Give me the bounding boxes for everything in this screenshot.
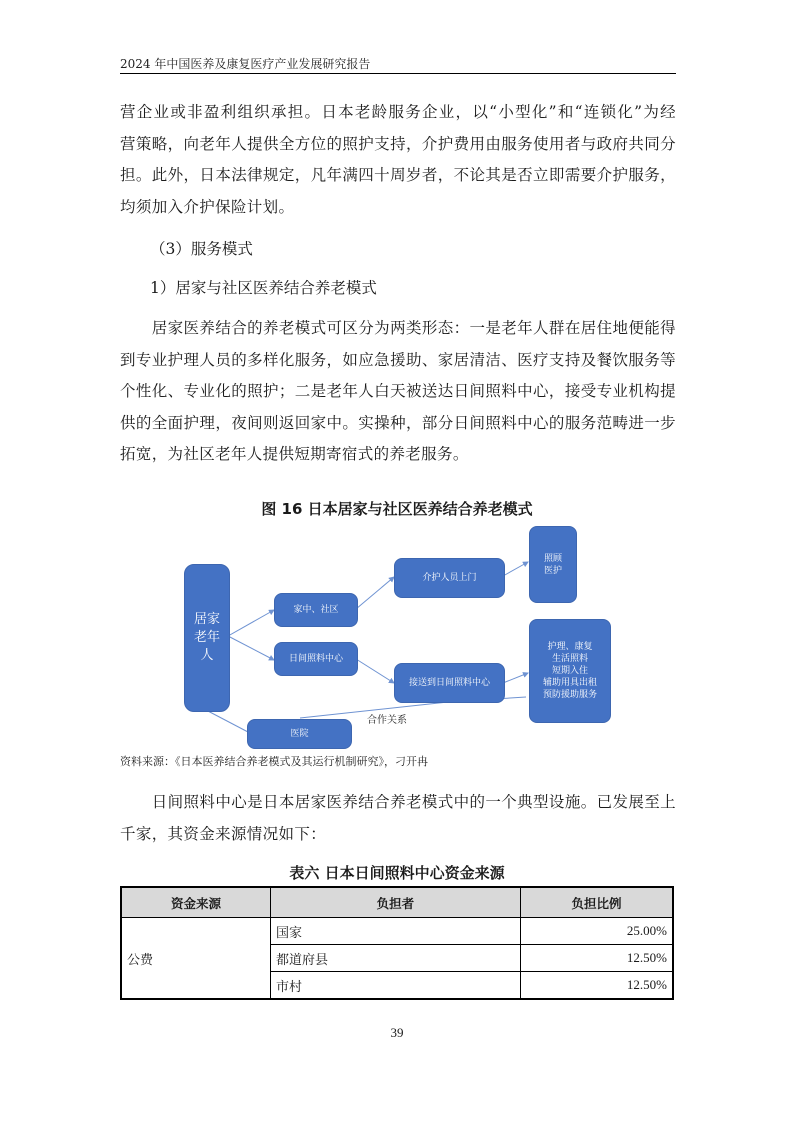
- text-line: 担。此外，日本法律规定，凡年满四十周岁者，不论其是否立即需要介护服务，: [120, 166, 676, 184]
- cell-ratio: 12.50%: [520, 945, 673, 972]
- cell-ratio: 12.50%: [520, 972, 673, 1000]
- table-title: 表六 日本日间照料中心资金来源: [289, 864, 505, 882]
- cell-payer: 都道府县: [270, 945, 520, 972]
- cell-payer: 国家: [270, 918, 520, 945]
- text-line: 个性化、专业化的照护；二是老年人白天被送达日间照料中心，接受专业机构提: [120, 382, 676, 400]
- paragraph-day-care-intro: [120, 787, 676, 850]
- edge-label-cooperation: 合作关系: [367, 715, 407, 726]
- paragraph-home-care-forms: [120, 313, 676, 471]
- cell-payer: 市村: [270, 972, 520, 1000]
- cell-ratio: 25.00%: [520, 918, 673, 945]
- text-line: 营企业或非盈利组织承担。日本老龄服务企业，以“小型化”和“连锁化”为经: [120, 103, 676, 121]
- node-day-care-center: 日间照料中心: [274, 642, 358, 676]
- text-line: 拓宽，为社区老年人提供短期寄宿式的养老服务。: [120, 445, 469, 463]
- text-line: 居家医养结合的养老模式可区分为两类形态：一是老年人群在居住地便能得: [120, 319, 676, 337]
- subsection-heading-home-community: 1）居家与社区医养结合养老模式: [150, 279, 377, 297]
- node-home-community: 家中、社区: [274, 593, 358, 627]
- figure-title: 图 16 日本居家与社区医养结合养老模式: [261, 500, 533, 518]
- column-header-payer: 负担者: [270, 887, 520, 918]
- text-line: 均须加入介护保险计划。: [120, 197, 295, 216]
- node-home-elderly: 居家 老年 人: [184, 564, 230, 712]
- text-line: 营策略，向老年人提供全方位的照护支持，介护费用由服务使用者与政府共同分: [120, 134, 676, 153]
- paragraph-japan-care-enterprises: [120, 97, 676, 223]
- page-number: 39: [390, 1025, 404, 1040]
- funding-source-table: [120, 886, 674, 1000]
- section-heading-service-model: （3）服务模式: [150, 240, 253, 258]
- text-line: 日间照料中心是日本居家医养结合养老模式中的一个典型设施。已发展至上: [120, 793, 676, 811]
- column-header-funding-source: 资金来源: [121, 887, 270, 918]
- node-transport-to-day-care: 接送到日间照料中心: [394, 663, 505, 703]
- text-line: 到专业护理人员的多样化服务，如应急援助、家居清洁、医疗支持及餐饮服务等: [120, 350, 676, 369]
- node-caregiver-visit: 介护人员上门: [394, 558, 505, 598]
- figure-source-note: 资料来源：《日本医养结合养老模式及其运行机制研究》，刁开冉: [120, 755, 428, 768]
- table-row: [121, 918, 673, 945]
- cell-funding-group: 公费: [121, 918, 270, 1000]
- text-line: 千家，其资金来源情况如下：: [120, 824, 327, 843]
- column-header-ratio: 负担比例: [520, 887, 673, 918]
- text-line: 供的全面护理，夜间则返回家中。实操种，部分日间照料中心的服务范畴进一步: [120, 413, 676, 432]
- node-day-care-services: 护理、康复 生活照料 短期入住 辅助用具出租 预防援助服务: [529, 619, 611, 723]
- running-header: 2024 年中国医养及康复医疗产业发展研究报告: [120, 56, 676, 74]
- table-header-row: [121, 887, 673, 918]
- node-hospital: 医院: [247, 719, 352, 749]
- node-care-medical: 照顾 医护: [529, 526, 577, 603]
